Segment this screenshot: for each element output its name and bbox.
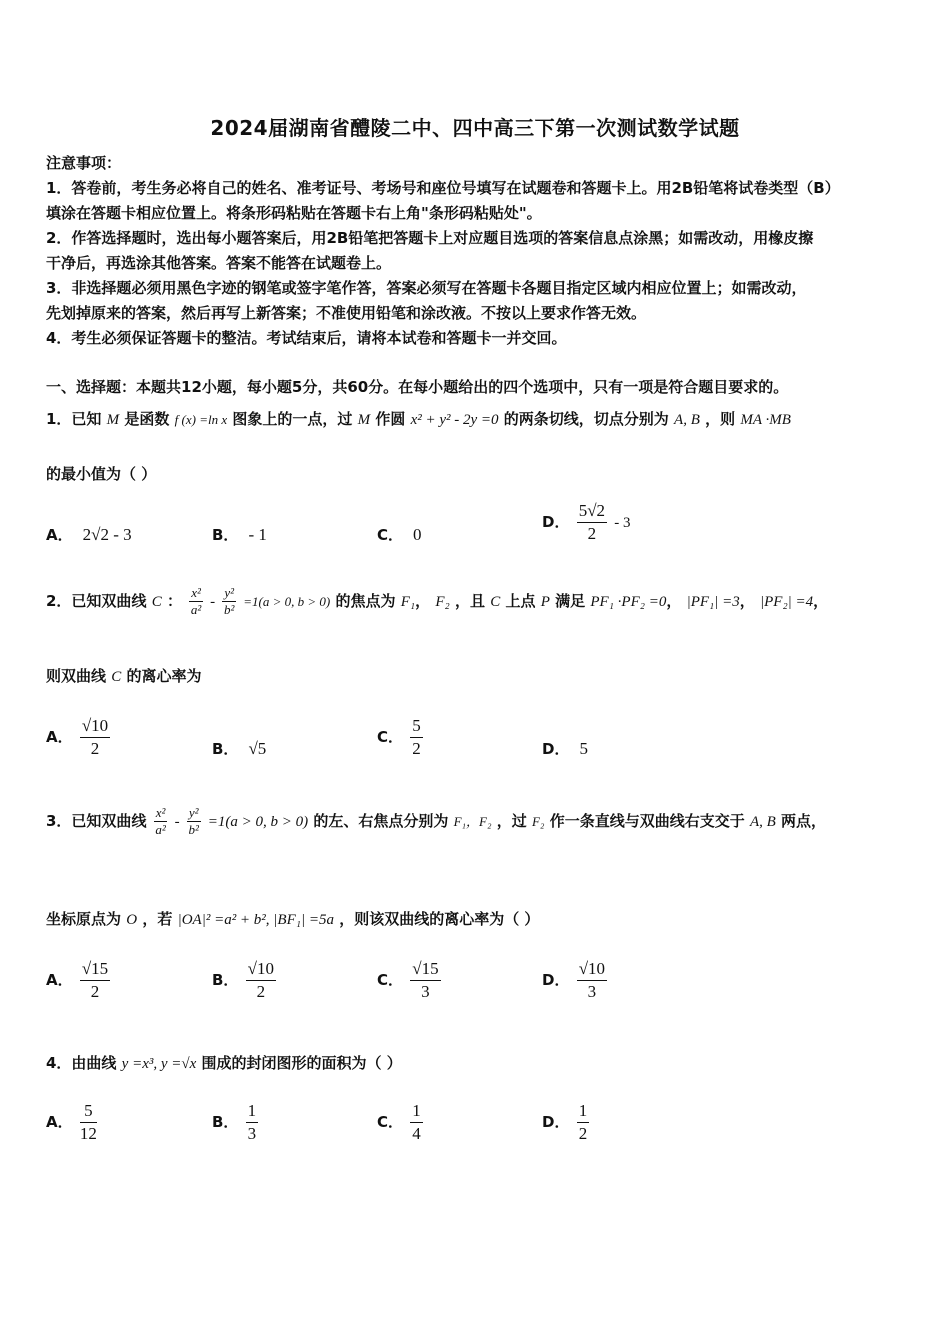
option-label: D． xyxy=(542,513,570,531)
notice-line: 3．非选择题必须用黑色字迹的钢笔或签字笔作答，答案必须写在答题卡各题目指定区域内相应位置上；如需改动， xyxy=(46,279,807,297)
q2-text: ： xyxy=(166,592,182,610)
q2-math: |PF₁| =3 xyxy=(686,594,740,610)
option-fraction xyxy=(246,958,276,1003)
numerator: 5 xyxy=(80,1100,97,1123)
option-label: C． xyxy=(377,728,404,746)
q2-text: ， xyxy=(813,592,829,610)
q1-line2: 的最小值为（ ） xyxy=(46,465,157,483)
numerator: √10 xyxy=(246,958,276,981)
option-fraction xyxy=(80,958,110,1003)
q3-math: F₂ xyxy=(531,814,545,829)
option-fraction xyxy=(577,958,607,1003)
denominator: 3 xyxy=(247,1124,257,1143)
q1-math: x² + y² - 2y =0 xyxy=(410,412,499,428)
numerator: √10 xyxy=(577,958,607,981)
denominator: 3 xyxy=(421,982,430,1001)
option-fraction xyxy=(410,715,423,760)
q4-text: 围成的封闭图形的面积为（ ） xyxy=(201,1054,402,1072)
option-label: C． xyxy=(377,526,404,544)
q3-text: 的左、右焦点分别为 xyxy=(313,812,449,830)
denominator: 4 xyxy=(412,1124,421,1143)
q3-text: 坐标原点为 xyxy=(46,910,122,928)
option-value: 5 xyxy=(579,739,588,758)
denominator: 2 xyxy=(90,739,100,758)
q2-text: 的离心率为 xyxy=(126,667,202,685)
option-value: - 3 xyxy=(614,515,631,531)
denominator: 2 xyxy=(412,739,421,758)
q2-math: C xyxy=(111,669,122,685)
numerator: 1 xyxy=(246,1100,259,1123)
numerator: x² xyxy=(191,585,201,600)
option-b xyxy=(212,524,267,545)
q1-math: M xyxy=(357,412,371,428)
q1-text: ，则 xyxy=(705,410,736,428)
option-d xyxy=(542,1100,591,1145)
denominator: a² xyxy=(190,602,202,617)
q2-math: C xyxy=(490,594,501,610)
q2-math: =1(a > 0, b > 0) xyxy=(243,594,331,609)
option-label: C． xyxy=(377,1113,404,1131)
option-value: 2√2 - 3 xyxy=(82,525,132,544)
q3-line2 xyxy=(46,908,539,929)
q1-text: 1．已知 xyxy=(46,410,102,428)
option-fraction xyxy=(246,1100,259,1145)
option-b xyxy=(212,738,266,759)
q1-text: 的两条切线，切点分别为 xyxy=(503,410,669,428)
option-fraction xyxy=(410,958,440,1003)
option-a xyxy=(46,715,112,760)
denominator: b² xyxy=(223,602,235,617)
option-fraction xyxy=(410,1100,423,1145)
option-value: √5 xyxy=(248,739,267,758)
notice-line: 填涂在答题卡相应位置上。将条形码粘贴在答题卡右上角"条形码粘贴处"。 xyxy=(46,204,542,222)
q3-math: =1(a > 0, b > 0) xyxy=(207,814,309,830)
q3-math: A, B xyxy=(749,814,776,830)
numerator: 5 xyxy=(410,715,423,738)
q1-text: 作圆 xyxy=(375,410,406,428)
q3-text: ，若 xyxy=(142,910,173,928)
option-c xyxy=(377,715,425,760)
option-c xyxy=(377,524,422,545)
denominator: a² xyxy=(155,822,166,837)
q1-math: A, B xyxy=(674,412,700,428)
option-label: A． xyxy=(46,728,73,746)
q2-fraction xyxy=(189,585,203,618)
numerator: y² xyxy=(224,585,234,600)
q2-math: PF₁ ·PF₂ =0 xyxy=(590,594,667,610)
question-2 xyxy=(46,585,828,618)
q2-text: ，且 xyxy=(454,592,485,610)
option-a xyxy=(46,958,112,1003)
question-1 xyxy=(46,408,791,429)
numerator: √15 xyxy=(80,958,110,981)
q3-text: 两点， xyxy=(781,812,827,830)
option-label: A． xyxy=(46,526,73,544)
option-fraction xyxy=(80,715,110,760)
option-a xyxy=(46,524,132,545)
q2-math: F₁ xyxy=(400,594,416,610)
numerator: √15 xyxy=(410,958,440,981)
notice-heading: 注意事项： xyxy=(46,154,122,172)
denominator: 12 xyxy=(79,1124,97,1143)
option-label: D． xyxy=(542,740,570,758)
q1-math: M xyxy=(106,412,120,428)
option-label: B． xyxy=(212,1113,239,1131)
q3-math: O xyxy=(126,912,138,928)
option-value: - 1 xyxy=(248,525,267,544)
option-label: D． xyxy=(542,1113,570,1131)
section-heading: 一、选择题：本题共12小题，每小题5分，共60分。在每小题给出的四个选项中，只有一项是符合题目要求的。 xyxy=(46,378,789,396)
q2-text: ， xyxy=(666,592,682,610)
numerator: 1 xyxy=(410,1100,423,1123)
notice-line: 1．答卷前，考生务必将自己的姓名、准考证号、考场号和座位号填写在试题卷和答题卡上。用2B铅笔将试卷类型（B） xyxy=(46,179,840,197)
q3-text: ，则该双曲线的离心率为（ ） xyxy=(339,910,540,928)
q1-math: f (x) =ln x xyxy=(174,412,228,427)
option-label: D． xyxy=(542,971,570,989)
option-fraction xyxy=(577,500,607,545)
denominator: 2 xyxy=(587,524,597,543)
question-3 xyxy=(46,805,826,838)
option-a xyxy=(46,1100,99,1145)
denominator: b² xyxy=(188,822,199,837)
q2-text: 的焦点为 xyxy=(335,592,396,610)
option-c xyxy=(377,1100,425,1145)
q3-text: ，过 xyxy=(496,812,527,830)
numerator: y² xyxy=(188,805,199,820)
notice-line: 2．作答选择题时，选出每小题答案后，用2B铅笔把答题卡上对应题目选项的答案信息点涂黑；如需改动，用橡皮擦 xyxy=(46,229,814,247)
numerator: 5√2 xyxy=(577,500,607,523)
question-4 xyxy=(46,1052,402,1073)
denominator: 2 xyxy=(578,1124,588,1143)
option-d xyxy=(542,500,631,545)
q1-text: 是函数 xyxy=(124,410,170,428)
q2-math: - xyxy=(210,594,216,610)
q2-math: F₂ xyxy=(435,594,450,610)
numerator: √10 xyxy=(80,715,110,738)
q1-text: 图象上的一点，过 xyxy=(232,410,353,428)
q3-text: 作一条直线与双曲线右支交于 xyxy=(549,812,745,830)
option-d xyxy=(542,958,609,1003)
q3-math: - xyxy=(174,814,180,830)
q2-math: P xyxy=(540,594,550,610)
option-value: 0 xyxy=(413,525,422,544)
q3-math: F₁，F₂ xyxy=(453,814,492,829)
option-label: A． xyxy=(46,971,73,989)
numerator: 1 xyxy=(577,1100,590,1123)
option-label: B． xyxy=(212,526,239,544)
numerator: x² xyxy=(155,805,166,820)
option-label: C． xyxy=(377,971,404,989)
q3-math: |OA|² =a² + b², |BF₁| =5a xyxy=(177,912,334,928)
option-label: B． xyxy=(212,740,239,758)
q4-math: y =x³, y =√x xyxy=(121,1056,197,1072)
notice-line: 先划掉原来的答案，然后再写上新答案；不准使用铅笔和涂改液。不按以上要求作答无效。 xyxy=(46,304,647,322)
denominator: 2 xyxy=(90,982,100,1001)
q3-fraction xyxy=(187,805,201,838)
q2-math: C xyxy=(151,594,162,610)
q2-text: 则双曲线 xyxy=(46,667,107,685)
option-fraction xyxy=(80,1100,97,1145)
option-fraction xyxy=(577,1100,590,1145)
option-d xyxy=(542,738,588,759)
q2-fraction xyxy=(222,585,236,618)
q1-math: MA ·MB xyxy=(740,412,791,428)
denominator: 3 xyxy=(587,982,597,1001)
option-label: A． xyxy=(46,1113,73,1131)
option-b xyxy=(212,958,278,1003)
denominator: 2 xyxy=(256,982,266,1001)
q2-math: |PF₂| =4 xyxy=(760,594,814,610)
q2-text: 上点 xyxy=(505,592,536,610)
q2-text: 满足 xyxy=(555,592,586,610)
q3-text: 3．已知双曲线 xyxy=(46,812,147,830)
q2-line2 xyxy=(46,665,202,686)
option-c xyxy=(377,958,443,1003)
notice-line: 4．考生必须保证答题卡的整洁。考试结束后，请将本试卷和答题卡一并交回。 xyxy=(46,329,567,347)
option-label: B． xyxy=(212,971,239,989)
q4-text: 4．由曲线 xyxy=(46,1054,117,1072)
q2-text: ， xyxy=(415,592,431,610)
notice-line: 干净后，再选涂其他答案。答案不能答在试题卷上。 xyxy=(46,254,392,272)
q3-fraction xyxy=(154,805,168,838)
page-title: 2024届湖南省醴陵二中、四中高三下第一次测试数学试题 xyxy=(210,116,740,140)
q2-text: 2．已知双曲线 xyxy=(46,592,147,610)
q2-text: ， xyxy=(739,592,755,610)
option-b xyxy=(212,1100,260,1145)
